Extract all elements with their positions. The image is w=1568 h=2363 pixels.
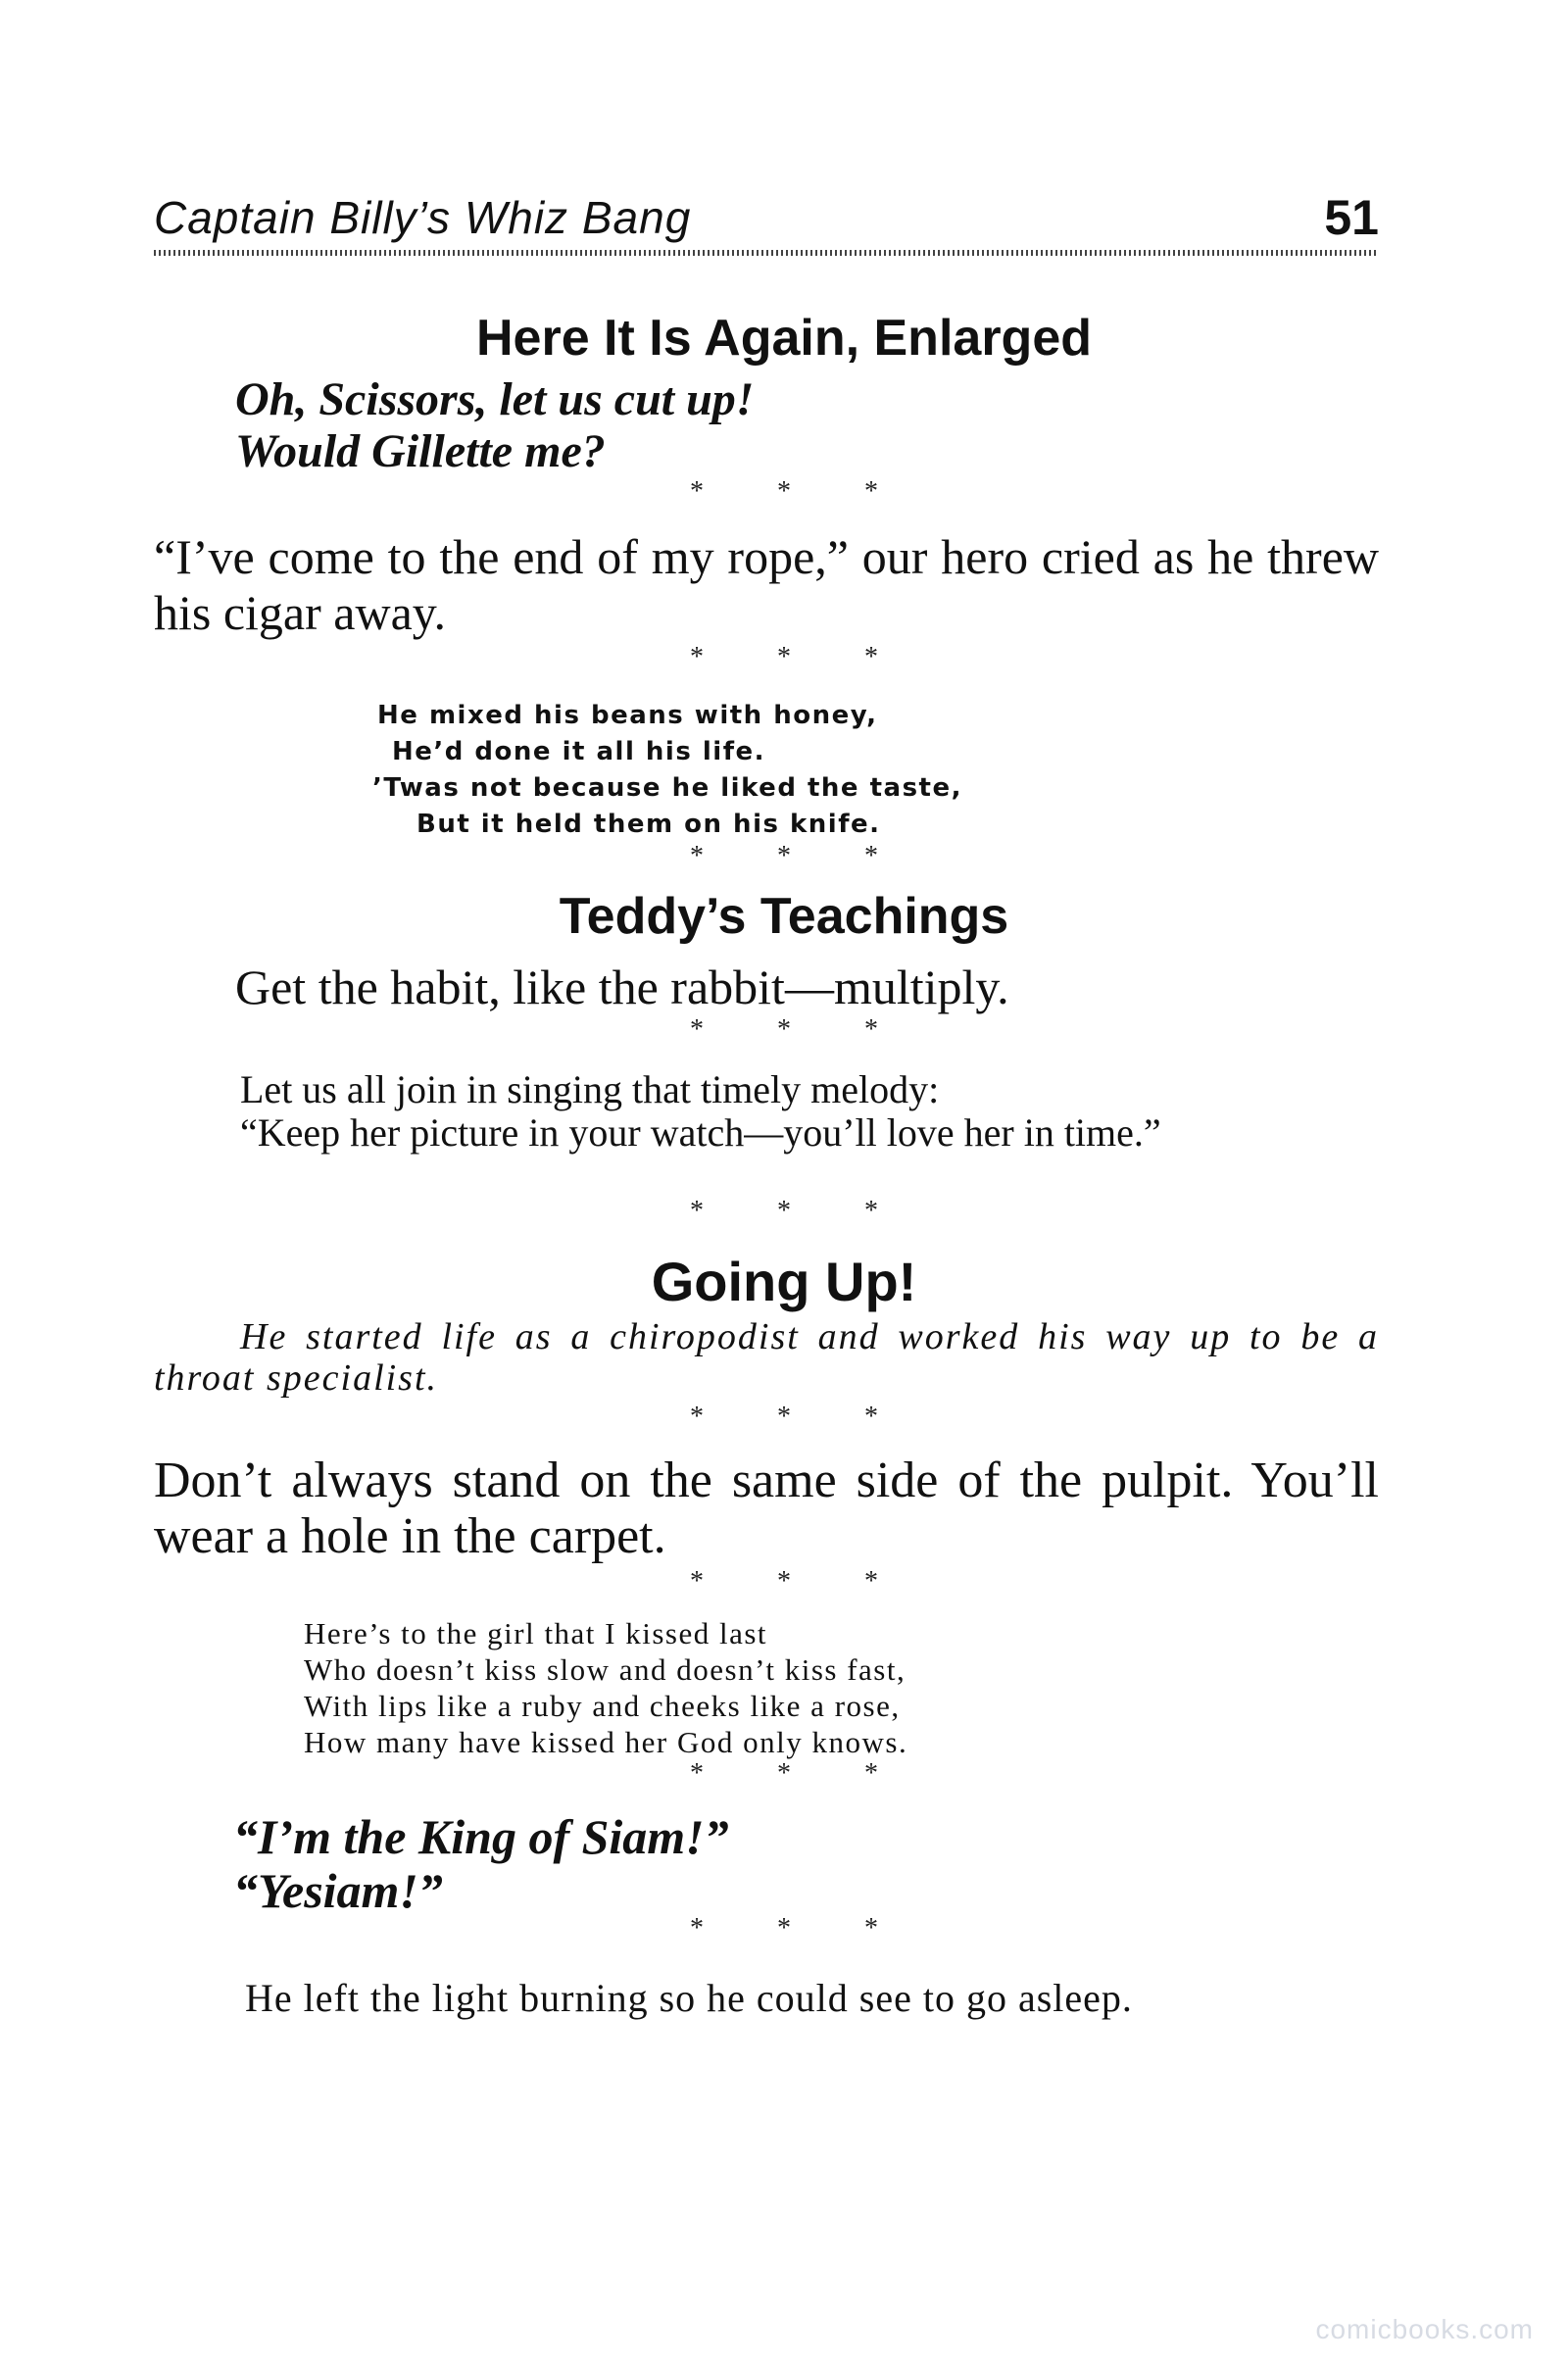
joke-king-of-siam: “I’m the King of Siam!” [233,1809,729,1864]
joke-light-burning: He left the light burning so he could see to go asleep. [245,1976,1133,2020]
separator-stars: * * * [690,642,911,672]
verse-beans-line: ’Twas not because he liked the taste, [372,773,962,803]
separator-stars: * * * [690,476,911,507]
joke-yesiam: “Yesiam!” [233,1863,443,1918]
separator-stars: * * * [690,1402,911,1432]
separator-stars: * * * [690,1196,911,1226]
running-header [154,191,1379,260]
magazine-title: Captain Billy’s Whiz Bang [154,192,692,243]
joke-gillette-line: Would Gillette me? [235,425,606,477]
joke-melody-line: Let us all join in singing that timely melody: [240,1067,940,1111]
heading-here-it-is-again: Here It Is Again, Enlarged [475,310,1092,367]
separator-stars: * * * [690,1014,911,1045]
page-number: 51 [1324,190,1379,245]
heading-going-up: Going Up! [651,1251,917,1312]
verse-toast-line: How many have kissed her God only knows. [304,1725,908,1759]
verse-toast-line: Who doesn’t kiss slow and doesn’t kiss fast, [304,1652,906,1687]
separator-stars: * * * [690,1913,911,1944]
joke-pulpit: Don’t always stand on the same side of the pulpit. You’ll wear a hole in the carpet. [154,1452,1379,1564]
separator-stars: * * * [690,1758,911,1789]
joke-rabbit: Get the habit, like the rabbit—multiply. [235,960,1009,1014]
verse-beans-line: He’d done it all his life. [392,737,766,766]
joke-chiropodist: He started life as a chiropodist and worked his way up to be a throat specialist. [154,1316,1379,1399]
verse-toast-line: With lips like a ruby and cheeks like a rose, [304,1689,901,1723]
joke-watch-line: “Keep her picture in your watch—you’ll love her in time.” [240,1110,1161,1155]
separator-stars: * * * [690,1566,911,1597]
joke-scissors-line: Oh, Scissors, let us cut up! [235,373,755,425]
heading-teddys-teachings: Teddy’s Teachings [559,888,1009,945]
verse-toast-line: Here’s to the girl that I kissed last [304,1616,768,1650]
verse-beans-line: But it held them on his knife. [416,810,881,839]
watermark: comicbooks.com [1315,2314,1534,2344]
separator-stars: * * * [690,841,911,871]
verse-beans-line: He mixed his beans with honey, [377,701,878,730]
header-rule [154,250,1379,256]
joke-end-of-rope: “I’ve come to the end of my rope,” our hero cried as he threw his cigar away. [154,529,1379,640]
